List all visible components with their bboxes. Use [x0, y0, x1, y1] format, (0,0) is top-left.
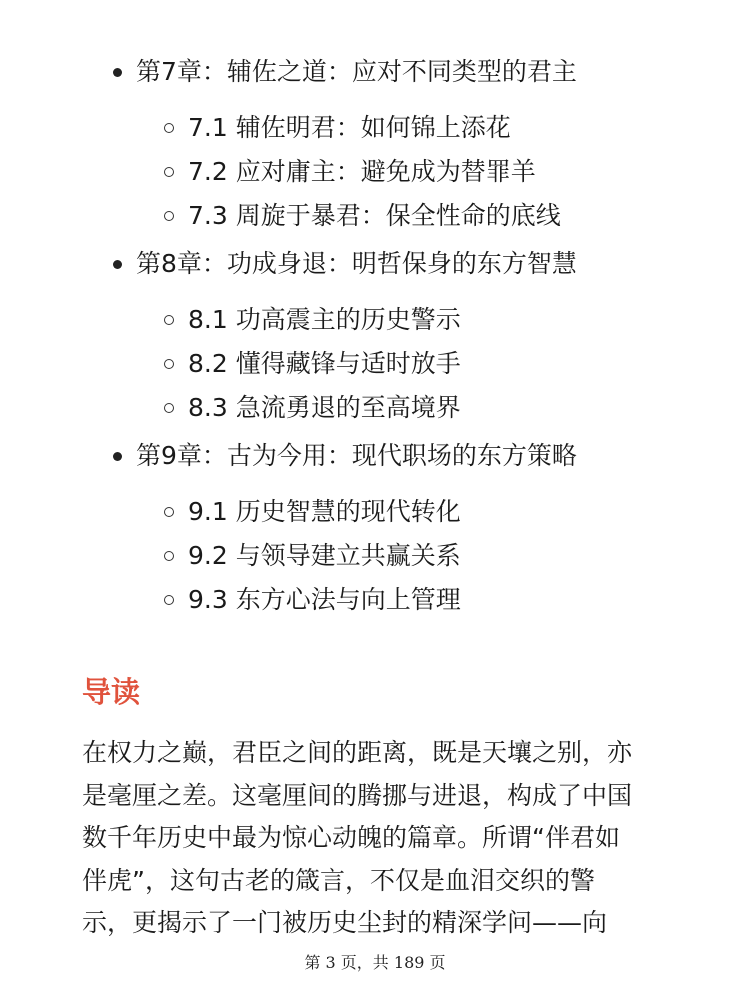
chapter-item — [110, 242, 730, 286]
section-title: 9.3 东方心法与向上管理 — [188, 585, 461, 614]
bullet-circle-icon — [164, 359, 174, 369]
toc-chapter-7 — [110, 50, 730, 242]
section-item — [110, 490, 730, 534]
section-title: 9.1 历史智慧的现代转化 — [188, 497, 461, 526]
toc-chapter-9 — [110, 434, 730, 626]
chapter-title: 第7章：辅佐之道：应对不同类型的君主 — [136, 57, 577, 86]
intro-line: 数千年历史中最为惊心动魄的篇章。所谓“伴君如 — [82, 823, 620, 852]
bullet-circle-icon — [164, 595, 174, 605]
section-item — [110, 578, 730, 622]
section-item — [110, 150, 730, 194]
section-title: 9.2 与领导建立共赢关系 — [188, 541, 461, 570]
bullet-disc-icon — [113, 260, 122, 269]
section-title: 8.3 急流勇退的至高境界 — [188, 393, 461, 422]
section-title: 7.1 辅佐明君：如何锦上添花 — [188, 113, 511, 142]
toc-chapter-8 — [110, 242, 730, 434]
section-title: 8.2 懂得藏锋与适时放手 — [188, 349, 461, 378]
chapter-title: 第9章：古为今用：现代职场的东方策略 — [136, 441, 577, 470]
bullet-disc-icon — [113, 452, 122, 461]
bullet-circle-icon — [164, 211, 174, 221]
intro-line: 示，更揭示了一门被历史尘封的精深学问——向 — [82, 908, 608, 937]
section-title: 7.2 应对庸主：避免成为替罪羊 — [188, 157, 536, 186]
chapter-item — [110, 434, 730, 478]
section-title: 7.3 周旋于暴君：保全性命的底线 — [188, 201, 561, 230]
bullet-disc-icon — [113, 68, 122, 77]
chapter-item — [110, 50, 730, 94]
intro-line: 是毫厘之差。这毫厘间的腾挪与进退，构成了中国 — [82, 780, 633, 810]
intro-line: 伴虎”，这句古老的箴言，不仅是血泪交织的警 — [82, 865, 595, 895]
bullet-circle-icon — [164, 167, 174, 177]
section-list — [110, 478, 730, 626]
intro-paragraph — [82, 732, 682, 945]
bullet-circle-icon — [164, 403, 174, 413]
section-item — [110, 386, 730, 430]
section-item — [110, 298, 730, 342]
intro-heading: 导读 — [82, 675, 141, 709]
bullet-circle-icon — [164, 123, 174, 133]
section-list — [110, 94, 730, 242]
section-item — [110, 342, 730, 386]
intro-line: 在权力之巅，君臣之间的距离，既是天壤之别，亦 — [82, 738, 633, 767]
section-title: 8.1 功高震主的历史警示 — [188, 305, 461, 334]
section-item — [110, 534, 730, 578]
bullet-circle-icon — [164, 315, 174, 325]
page-number-footer: 第 3 页，共 189 页 — [304, 953, 446, 972]
bullet-circle-icon — [164, 551, 174, 561]
chapter-title: 第8章：功成身退：明哲保身的东方智慧 — [136, 249, 577, 278]
section-item — [110, 194, 730, 238]
table-of-contents — [110, 50, 730, 626]
section-list — [110, 286, 730, 434]
bullet-circle-icon — [164, 507, 174, 517]
section-item — [110, 106, 730, 150]
